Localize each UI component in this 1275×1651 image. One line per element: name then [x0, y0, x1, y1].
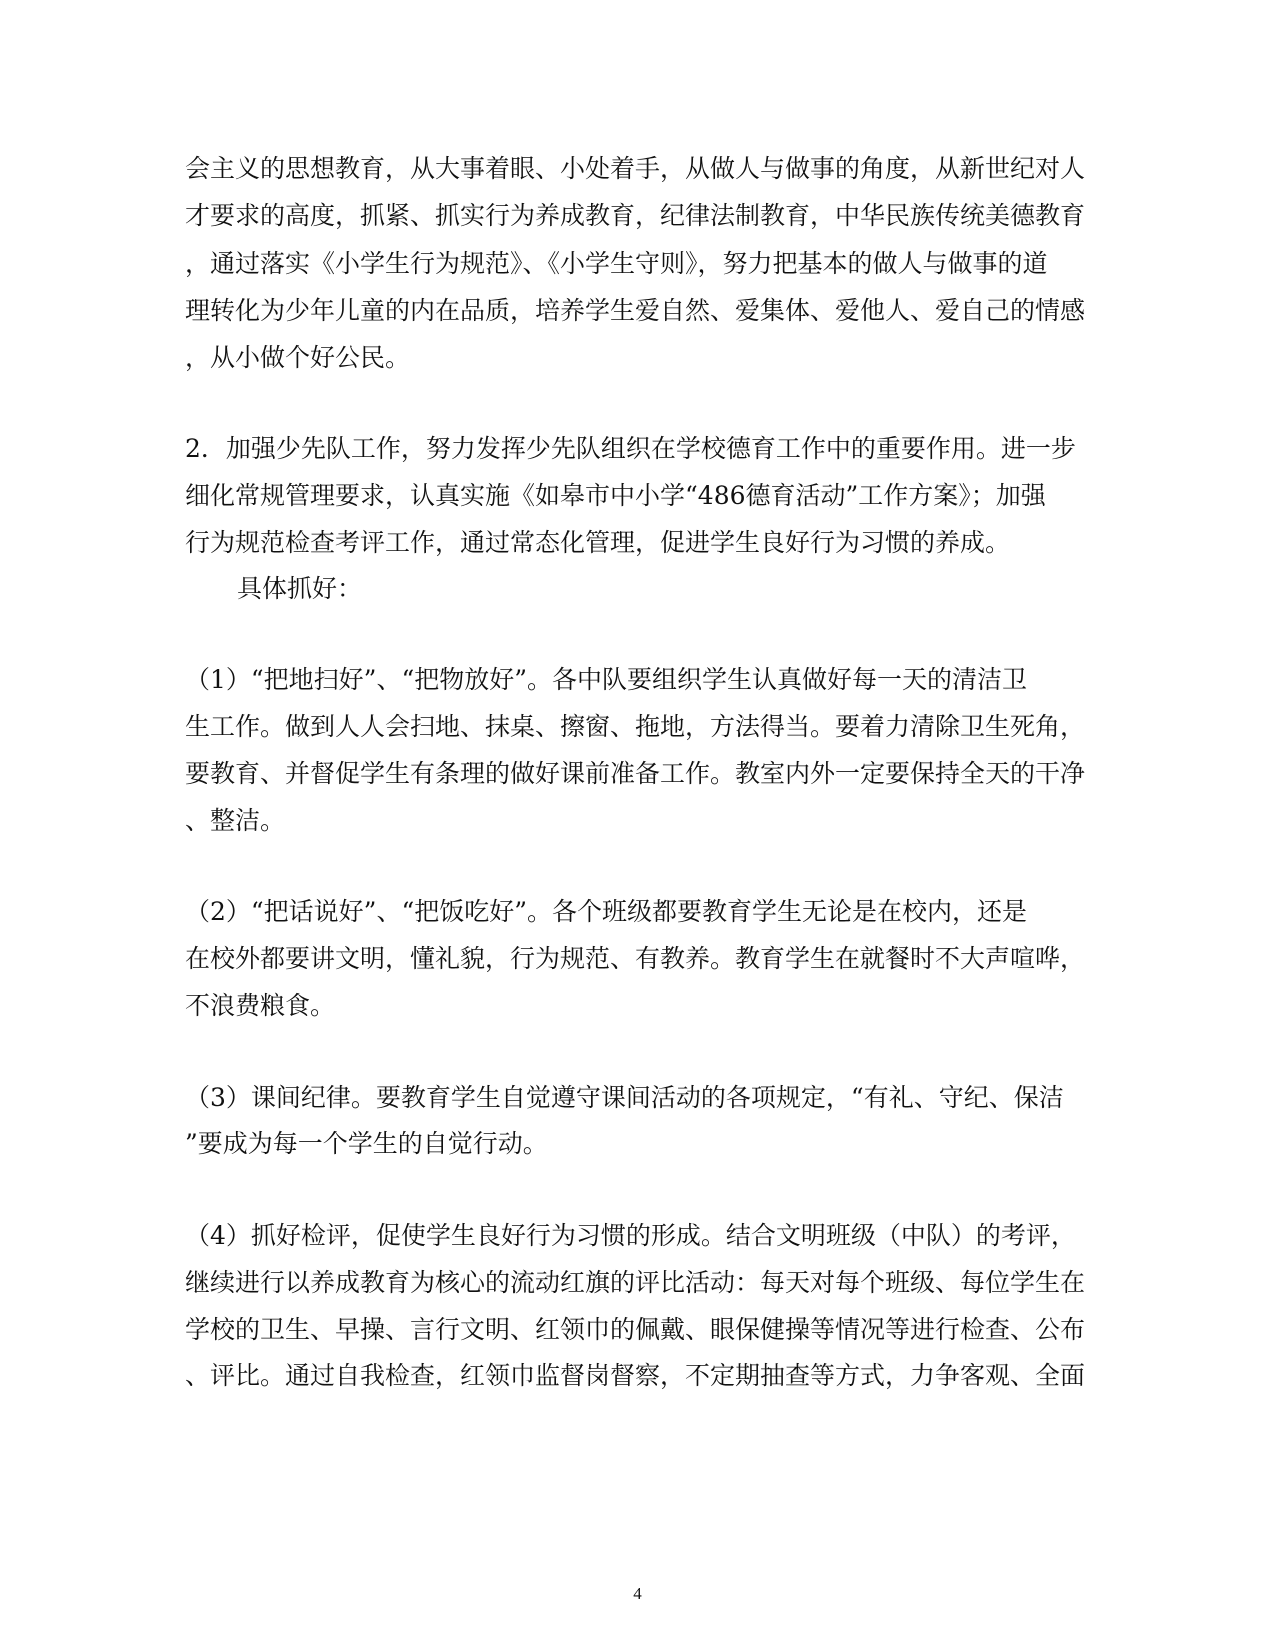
text-line: 在校外都要讲文明，懂礼貌，行为规范、有教养。教育学生在就餐时不大声喧哗，: [185, 944, 1086, 973]
text-line: 细化常规管理要求，认真实施《如皋市中小学“486德育活动”工作方案》；加强: [185, 481, 1046, 510]
text-line: 要教育、并督促学生有条理的做好课前准备工作。教室内外一定要保持全天的干净: [185, 759, 1086, 788]
text-line: 学校的卫生、早操、言行文明、红领巾的佩戴、眼保健操等情况等进行检查、公布: [185, 1315, 1086, 1344]
text-line: 会主义的思想教育，从大事着眼、小处着手，从做人与做事的角度，从新世纪对人: [185, 154, 1086, 183]
text-line: 理转化为少年儿童的内在品质，培养学生爱自然、爱集体、爱他人、爱自己的情感: [185, 296, 1086, 325]
text-line: 不浪费粮食。: [185, 991, 336, 1020]
text-line: 行为规范检查考评工作，通过常态化管理，促进学生良好行为习惯的养成。: [185, 528, 1011, 557]
text-line: （1）“把地扫好”、“把物放好”。各中队要组织学生认真做好每一天的清洁卫: [185, 665, 1028, 694]
text-line: ，通过落实《小学生行为规范》、《小学生守则》，努力把基本的做人与做事的道: [185, 249, 1048, 278]
text-line: 才要求的高度，抓紧、抓实行为养成教育，纪律法制教育，中华民族传统美德教育: [185, 201, 1086, 230]
text-line: 具体抓好：: [237, 574, 363, 603]
text-line: 、评比。通过自我检查，红领巾监督岗督察，不定期抽查等方式，力争客观、全面: [185, 1361, 1086, 1390]
text-line: ”要成为每一个学生的自觉行动。: [185, 1129, 548, 1158]
text-line: 生工作。做到人人会扫地、抹桌、擦窗、拖地，方法得当。要着力清除卫生死角，: [185, 712, 1086, 741]
text-line: 、整洁。: [185, 806, 286, 835]
page-number: 4: [633, 1584, 642, 1603]
text-line: 继续进行以养成教育为核心的流动红旗的评比活动：每天对每个班级、每位学生在: [185, 1268, 1086, 1297]
text-line: 2．加强少先队工作，努力发挥少先队组织在学校德育工作中的重要作用。进一步: [185, 434, 1076, 463]
text-line: （4）抓好检评，促使学生良好行为习惯的形成。结合文明班级（中队）的考评，: [185, 1221, 1076, 1250]
text-line: （3）课间纪律。要教育学生自觉遵守课间活动的各项规定，“有礼、守纪、保洁: [185, 1083, 1064, 1112]
text-line: ，从小做个好公民。: [185, 343, 411, 372]
text-line: （2）“把话说好”、“把饭吃好”。各个班级都要教育学生无论是在校内，还是: [185, 897, 1028, 926]
